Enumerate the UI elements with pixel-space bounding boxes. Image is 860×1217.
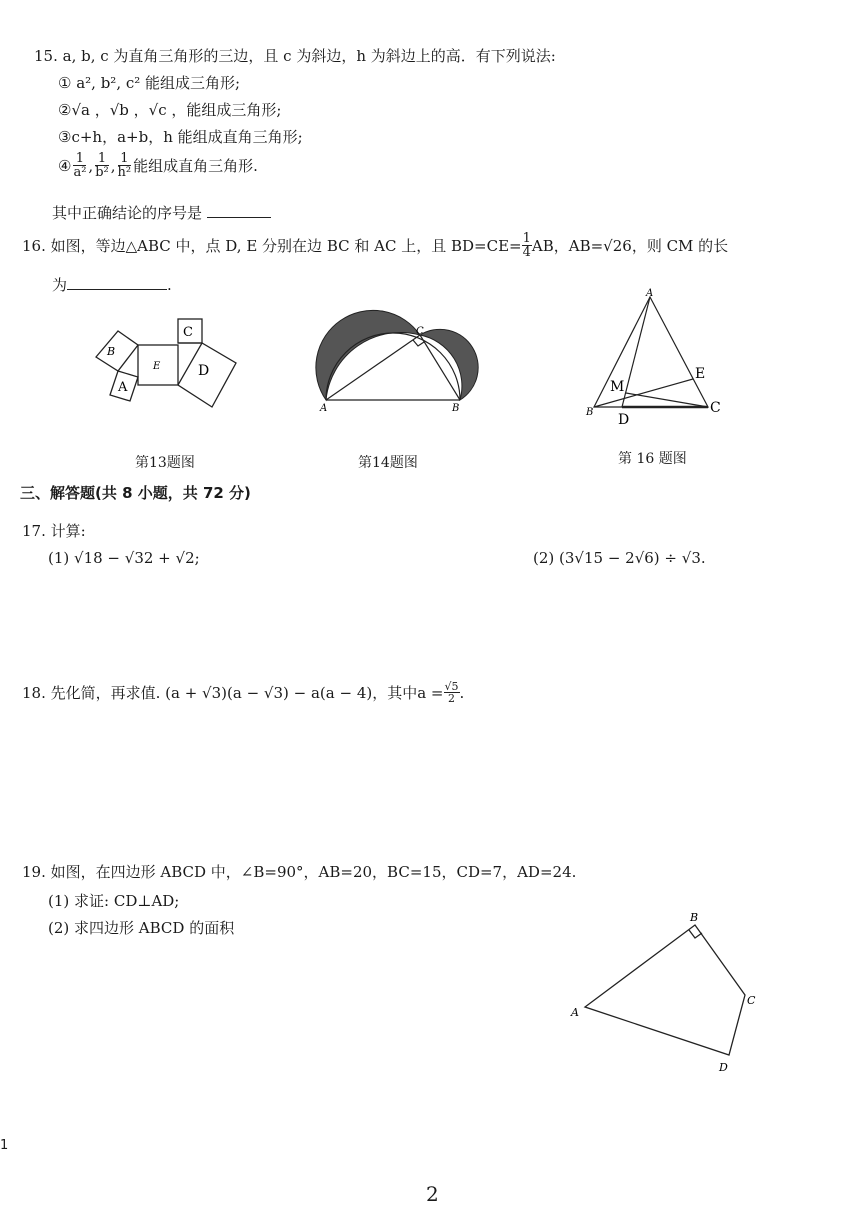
fig13-caption: 第13题图 [135,455,195,471]
q15-ask: 其中正确结论的序号是 [52,204,203,222]
q15-frac-b-den: b² [95,165,109,180]
q16-frac-num: 1 [522,231,531,246]
fig19-label-c: C [747,994,756,1007]
fig16-label-m: M [610,379,625,395]
q16-stem-a: 16. 如图，等边△ABC 中，点 D, E 分别在边 BC 和 AC 上，且 BD=CE= [22,237,522,255]
section-3-title: 三、解答题(共 8 小题，共 72 分) [20,484,251,502]
fig14-label-a: A [320,403,328,414]
q15-option-2: ②√a ，√b ，√c ，能组成三角形; [58,101,282,119]
fig16-caption: 第 16 题图 [618,451,687,467]
q18-frac [444,681,460,704]
fig16-label-b: B [586,407,594,418]
q15-option-4: ④ $\frac{1}{\text{a²}}$ , $\frac{1}{\text{b²}}$ , $\frac{1}{\text{h²}}$ 能组成直角三角形. [58,151,258,180]
q16-stem-b: AB，AB=√26，则 CM 的长 [531,237,729,255]
page-number: 2 [426,1182,439,1206]
q19-stem: 19. 如图，在四边形 ABCD 中，∠B=90°，AB=20，BC=15，CD=7，AD=24. [22,863,577,881]
fig19-label-a: A [571,1006,579,1019]
q16-line2: 为 [52,276,68,294]
q18-stem-text: 18. 先化简，再求值. (a + √3)(a − √3) − a(a − 4)，其中a = [22,684,444,702]
q16-answer-blank[interactable] [67,275,167,290]
q19-part-2: (2) 求四边形 ABCD 的面积 [48,919,235,937]
q15-option-3: ③c+h，a+b，h 能组成直角三角形; [58,128,303,146]
fig13-label-a: A [118,380,128,395]
figure-19 [565,905,765,1080]
q18-frac-num: √5 [444,680,459,693]
q15-frac-a-num: 1 [73,152,86,166]
q15-frac-b-num: 1 [95,152,109,166]
q15-frac-h-num: 1 [118,152,132,166]
q15-option-4-suffix: 能组成直角三角形. [133,157,258,175]
fig14-caption: 第14题图 [358,455,418,471]
fig16-label-d: D [618,412,630,428]
fig13-label-d: D [198,363,210,379]
q18-stem-end: . [459,683,465,702]
q15-stem: 15. a, b, c 为直角三角形的三边，且 c 为斜边，h 为斜边上的高．有下列说法: [34,47,556,65]
q19-part-1: (1) 求证: CD⊥AD; [48,892,180,910]
q16-frac [522,232,532,259]
fig16-label-e: E [695,366,706,382]
margin-mark: 1 [0,1138,9,1153]
fig13-label-c: C [183,325,193,340]
q18-frac-den: 2 [448,692,455,705]
q15-frac-a [73,152,86,179]
q15-frac-b [95,152,109,179]
q15-answer-line [52,202,271,223]
q15-option-1: ① a², b², c² 能组成三角形; [58,74,241,92]
fig16-label-a: A [646,288,654,299]
q16-frac-den: 4 [522,245,531,260]
fig19-quadrilateral-abcd [585,925,745,1055]
fig13-label-b: B [107,345,116,358]
figure-16 [580,285,730,430]
q17-stem: 17. 计算: [22,522,86,540]
fig19-label-d: D [719,1061,728,1074]
q18-stem [22,681,464,704]
figure-13 [92,315,242,415]
q15-frac-h [118,152,132,179]
q17-part-2: (2) (3√15 − 2√6) ÷ √3. [533,549,706,567]
q16-stem [22,232,728,259]
fig16-label-c: C [710,400,721,416]
q15-answer-blank[interactable] [207,203,271,218]
fig13-square-b [96,331,138,371]
fig13-label-e: E [153,361,161,372]
fig14-label-c: C [416,326,424,337]
fig14-label-b: B [452,403,460,414]
figure-14 [312,305,482,415]
q15-option-4-prefix: ④ [58,156,72,175]
q17-part-1: (1) √18 − √32 + √2; [48,549,200,567]
q15-frac-a-den: a² [73,165,87,180]
q16-answer-line: 为 . [52,276,172,294]
q15-frac-h-den: h² [117,165,132,180]
fig19-label-b: B [690,911,699,924]
